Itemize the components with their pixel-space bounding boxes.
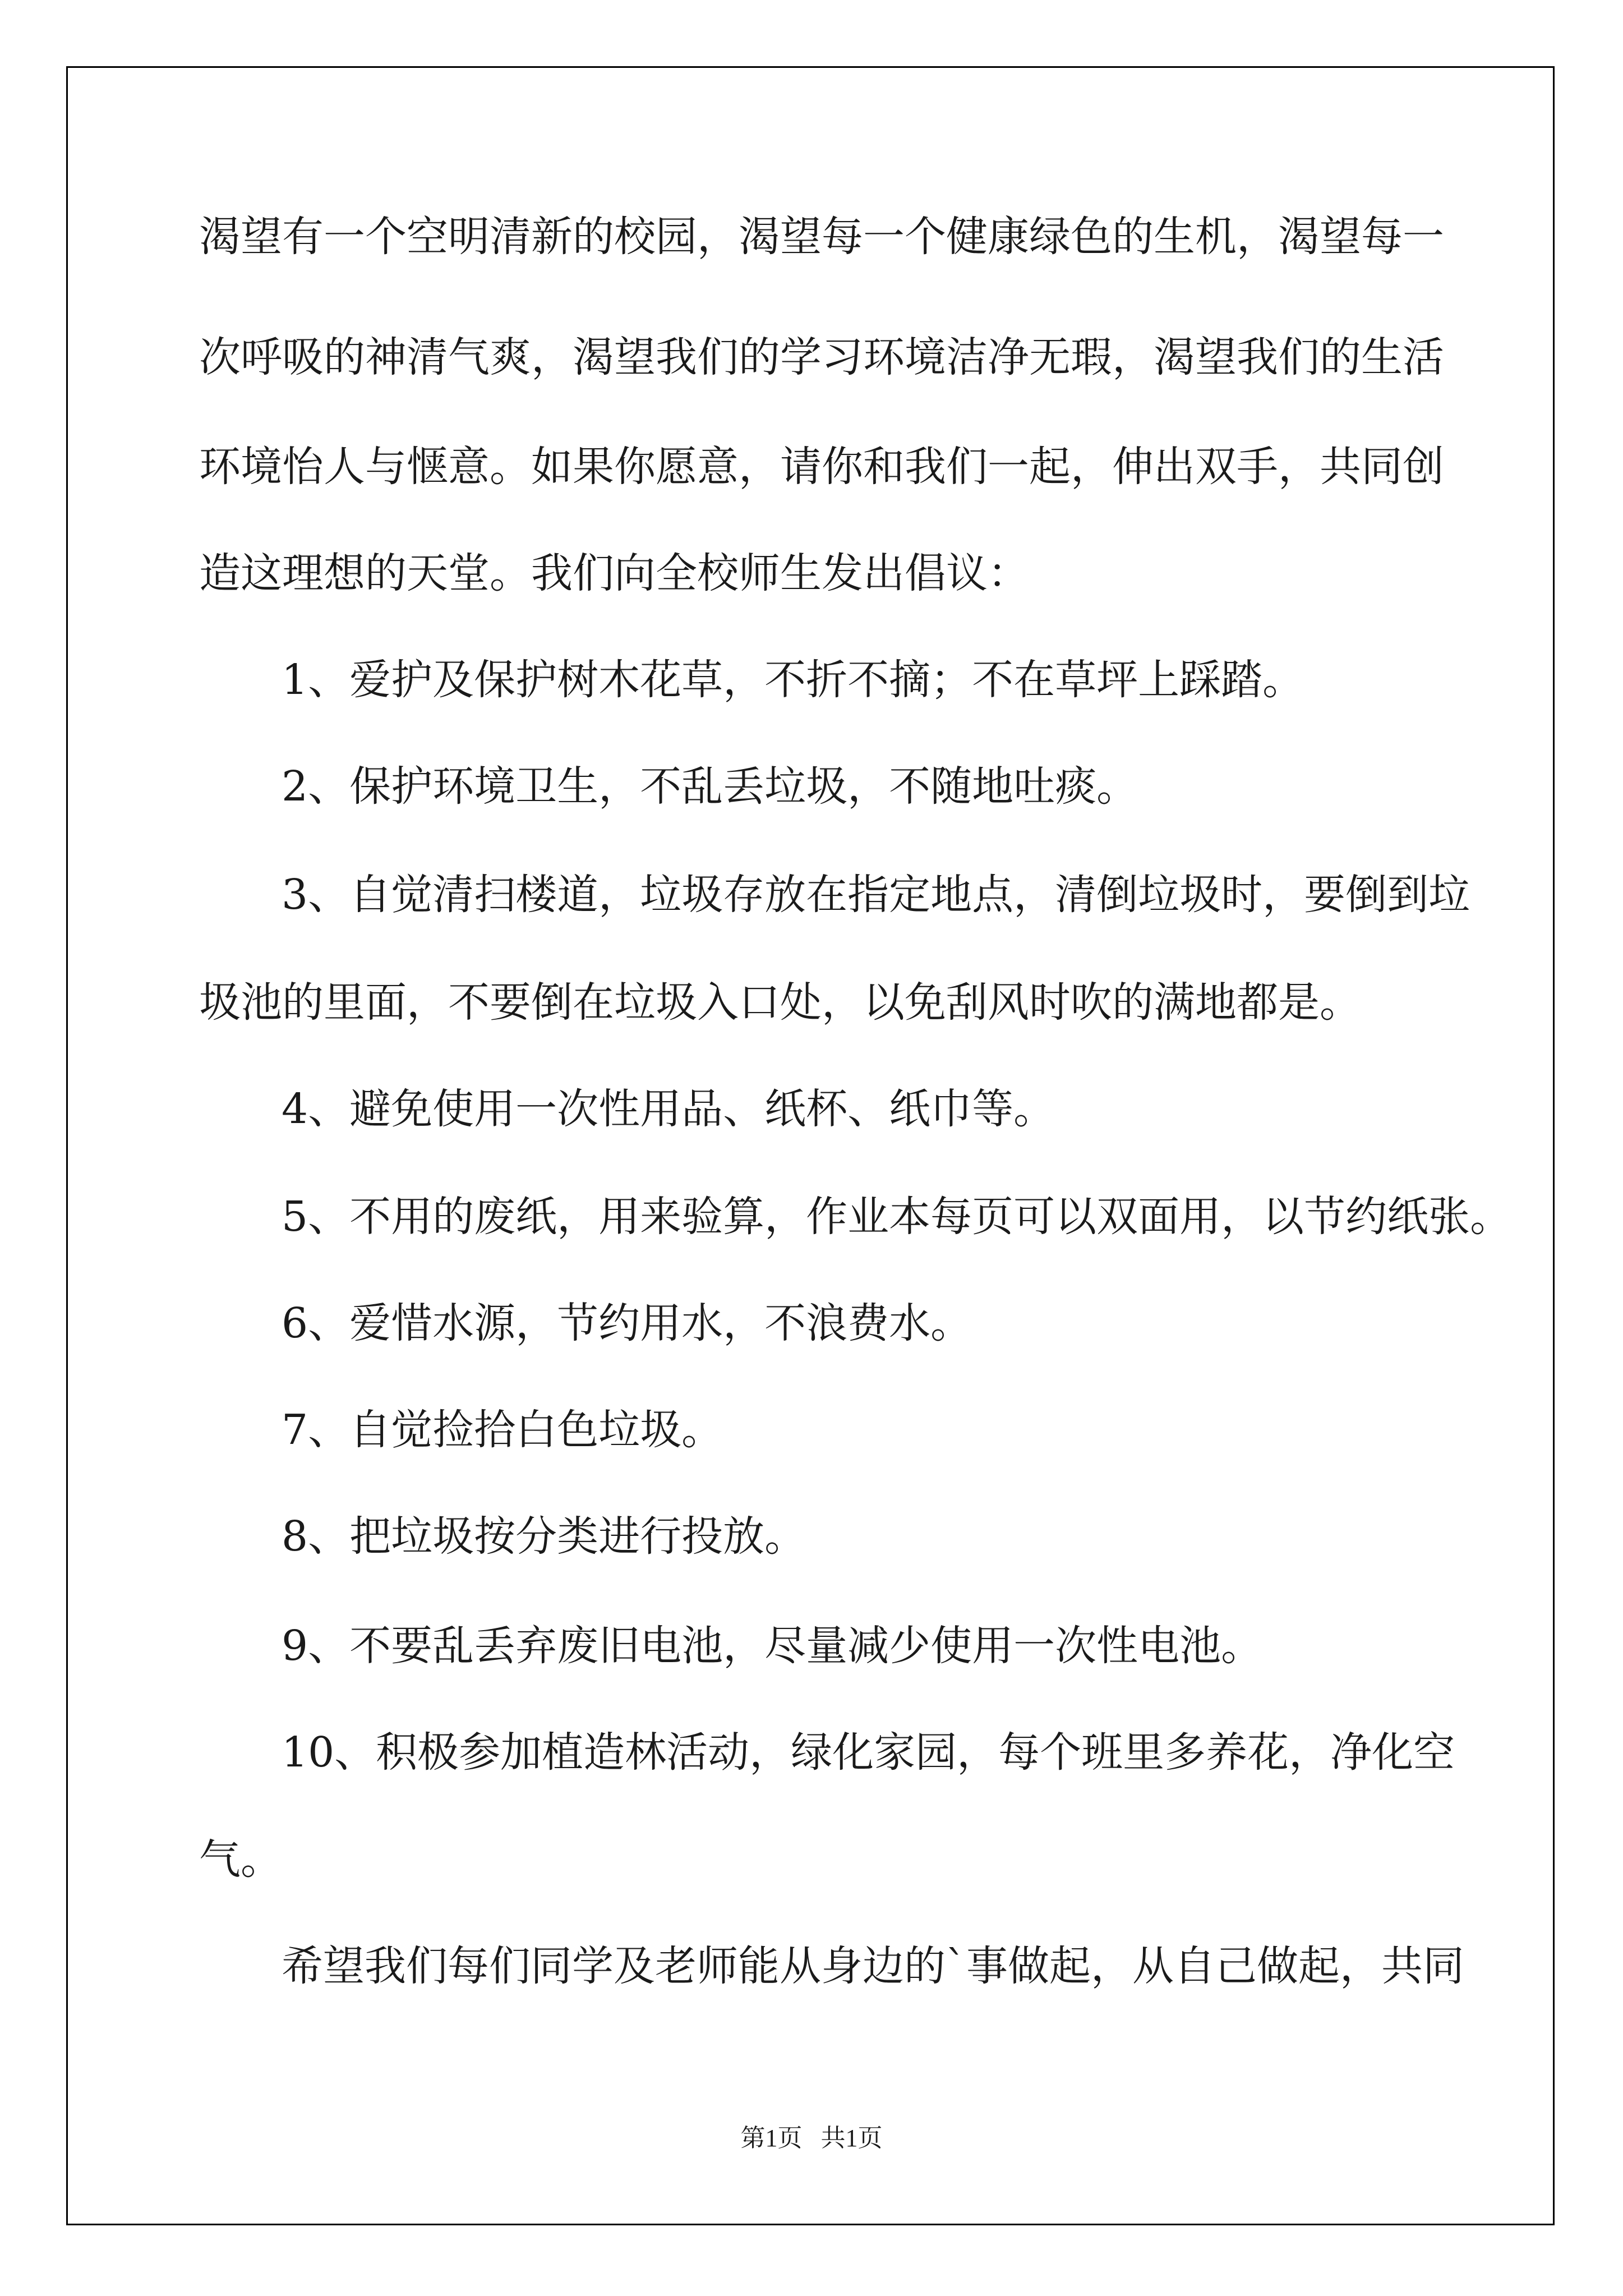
page-border <box>66 66 1555 2225</box>
list-item: 5、不用的废纸，用来验算，作业本每页可以双面用，以节约纸张。 <box>282 1193 1512 1241</box>
page-footer: 第1页 共1页 <box>740 2124 883 2152</box>
text-line: 渴望有一个空明清新的校园，渴望每一个健康绿色的生机，渴望每一 <box>199 213 1444 261</box>
text-line: 环境怡人与惬意。如果你愿意，请你和我们一起，伸出双手，共同创 <box>199 443 1444 491</box>
list-item: 6、爱惜水源，节约用水，不浪费水。 <box>282 1299 972 1347</box>
list-item: 7、自觉捡拾白色垃圾。 <box>282 1406 723 1454</box>
text-line: 造这理想的天堂。我们向全校师生发出倡议： <box>199 549 1029 597</box>
list-item: 8、把垃圾按分类进行投放。 <box>282 1512 806 1561</box>
text-line: 气。 <box>199 1835 282 1884</box>
text-line: 希望我们每们同学及老师能从身边的`事做起，从自己做起，共同 <box>282 1942 1464 1990</box>
list-item: 1、爱护及保护树木花草，不折不摘；不在草坪上踩踏。 <box>282 656 1304 704</box>
list-item: 10、积极参加植造林活动，绿化家园，每个班里多养花，净化空 <box>282 1728 1455 1777</box>
list-item: 2、保护环境卫生，不乱丢垃圾，不随地吐痰。 <box>282 762 1138 811</box>
list-item: 4、避免使用一次性用品、纸杯、纸巾等。 <box>282 1085 1055 1133</box>
text-line: 次呼吸的神清气爽，渴望我们的学习环境洁净无瑕，渴望我们的生活 <box>199 333 1444 381</box>
text-line: 圾池的里面，不要倒在垃圾入口处，以免刮风时吹的满地都是。 <box>199 978 1361 1027</box>
list-item: 9、不要乱丢弃废旧电池，尽量减少使用一次性电池。 <box>282 1622 1263 1670</box>
list-item: 3、自觉清扫楼道，垃圾存放在指定地点，清倒垃圾时，要倒到垃 <box>282 871 1470 919</box>
